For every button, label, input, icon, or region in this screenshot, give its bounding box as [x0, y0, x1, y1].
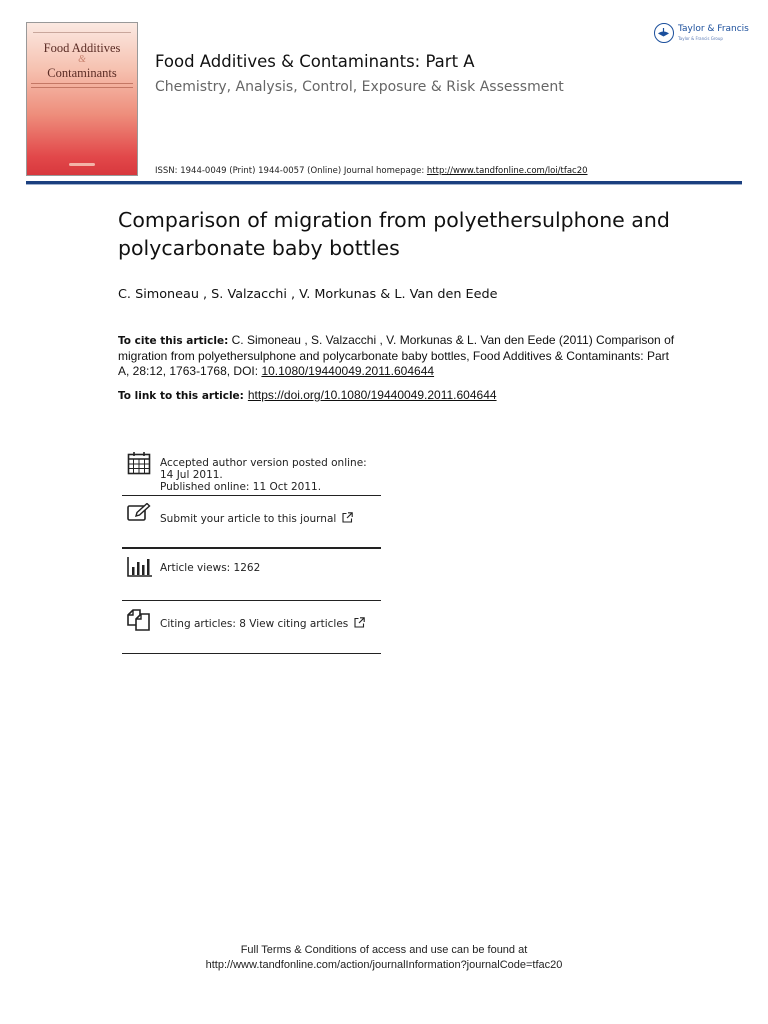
- documents-icon: [127, 608, 151, 636]
- citation-block: [118, 333, 678, 379]
- citing-articles-row[interactable]: [122, 608, 381, 638]
- cover-publisher-logo: [69, 163, 95, 166]
- external-link-icon: [354, 617, 365, 631]
- edit-icon: [127, 503, 151, 527]
- cover-title-line1: Food Additives: [43, 41, 121, 55]
- article-views: Article views: 1262: [160, 562, 261, 574]
- cite-label: To cite this article:: [118, 335, 229, 347]
- calendar-icon: [127, 451, 151, 479]
- journal-cover: [26, 22, 138, 176]
- cover-top-line: [33, 26, 131, 33]
- issn-line: [155, 166, 588, 176]
- submit-article-row[interactable]: [122, 502, 381, 538]
- info-divider: [122, 547, 381, 549]
- journal-homepage-link[interactable]: http://www.tandfonline.com/loi/tfac20: [426, 166, 588, 176]
- publisher-group: Taylor & Francis Group: [678, 36, 723, 41]
- link-label: To link to this article:: [118, 390, 244, 402]
- cite-text: C. Simoneau , S. Valzacchi , V. Morkunas & L. Van den Eede (2011) Comparison of migration from polyethersulphone and polycarbonate baby bottles, Food Additives & Contaminants: Part A, 28:12, 1763-1768, DOI:: [118, 333, 675, 378]
- external-link-icon: [342, 512, 353, 526]
- journal-title: Food Additives & Contaminants: Part A: [155, 52, 475, 71]
- cover-ampersand: &: [78, 54, 86, 65]
- info-divider: [122, 495, 381, 496]
- submit-article-link[interactable]: Submit your article to this journal: [160, 513, 337, 525]
- article-title: Comparison of migration from polyethersulphone and polycarbonate baby bottles: [118, 208, 670, 260]
- publisher-name: Taylor & Francis: [678, 24, 749, 34]
- footer-line1: Full Terms & Conditions of access and use can be found at: [240, 944, 528, 956]
- publication-dates: [122, 450, 381, 492]
- publisher-logo[interactable]: [654, 21, 749, 49]
- article-link-line: [118, 388, 497, 402]
- header-rule-thin: [26, 184, 742, 185]
- footer-terms-link[interactable]: http://www.tandfonline.com/action/journalInformation?journalCode=tfac20: [205, 959, 563, 971]
- cover-strip: [31, 83, 133, 88]
- info-divider: [122, 600, 381, 601]
- publisher-logo-icon: [654, 23, 674, 43]
- accepted-date: Accepted author version posted online: 14 Jul 2011.: [160, 457, 367, 481]
- info-divider: [122, 653, 381, 654]
- journal-subtitle: Chemistry, Analysis, Control, Exposure & Risk Assessment: [155, 79, 564, 95]
- cover-title-line2: Contaminants: [47, 66, 117, 80]
- article-authors: C. Simoneau , S. Valzacchi , V. Morkunas & L. Van den Eede: [118, 287, 498, 302]
- citing-articles-link[interactable]: Citing articles: 8 View citing articles: [160, 618, 349, 630]
- article-doi-link[interactable]: https://doi.org/10.1080/19440049.2011.604644: [247, 388, 497, 402]
- article-views-row: [122, 556, 381, 580]
- cite-doi-link[interactable]: 10.1080/19440049.2011.604644: [261, 364, 435, 378]
- published-date: Published online: 11 Oct 2011.: [160, 481, 322, 493]
- bar-chart-icon: [127, 557, 153, 581]
- issn-text: ISSN: 1944-0049 (Print) 1944-0057 (Online) Journal homepage:: [155, 166, 427, 176]
- footer-terms: [0, 943, 768, 973]
